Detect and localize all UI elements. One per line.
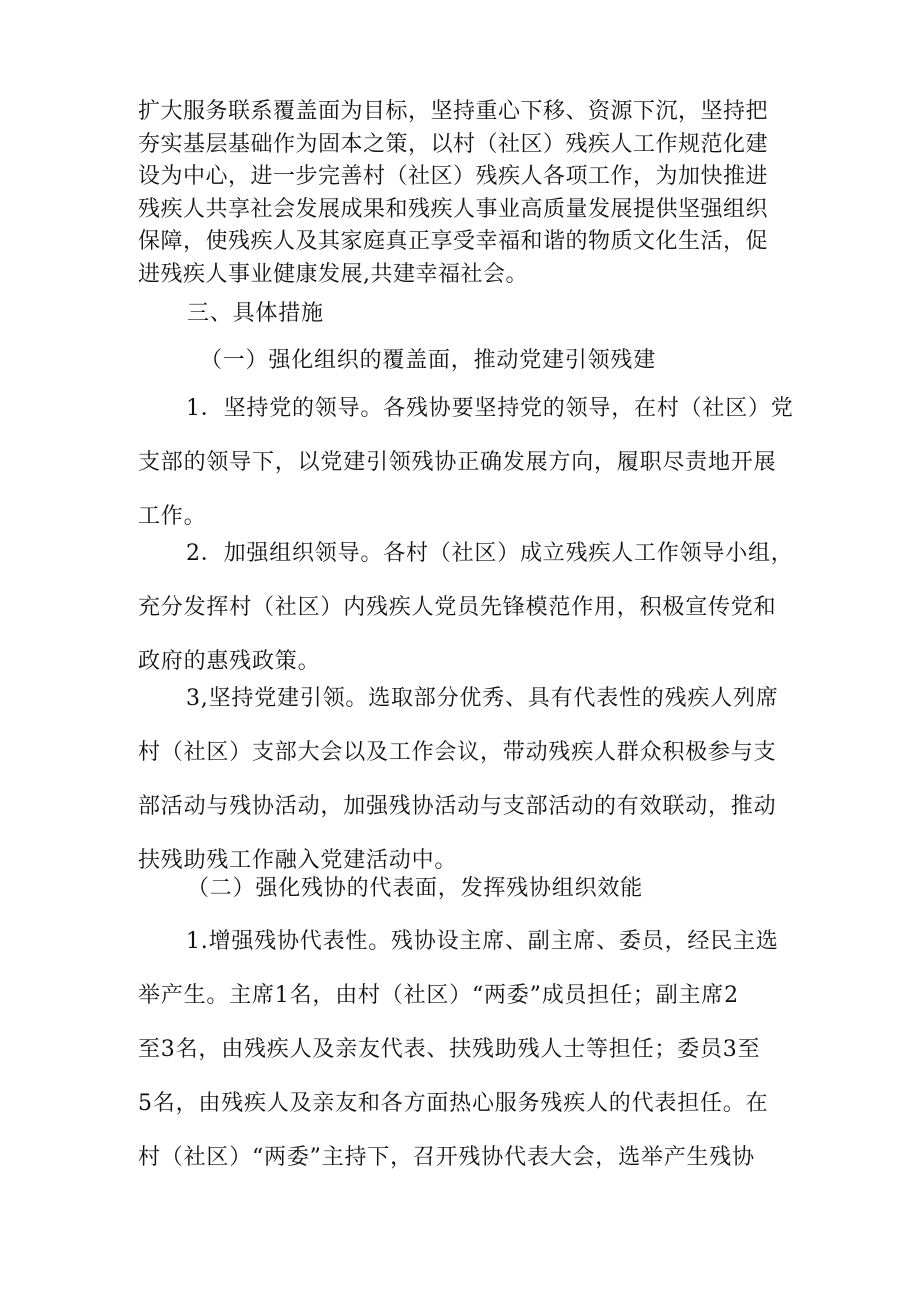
- paragraph-line: 5名，由残疾人及亲友和各方面热心服务残疾人的代表担任。在: [138, 1091, 769, 1116]
- intro-line: 夯实基层基础作为固本之策，以村（社区）残疾人工作规范化建: [138, 131, 769, 157]
- subsection-heading-2: [187, 862, 837, 916]
- paragraph-line: 工作。: [138, 504, 207, 529]
- subsection-heading-1: [200, 334, 850, 388]
- paragraph-line: 1．坚持党的领导。各残协要坚持党的领导，在村（社区）党: [186, 396, 794, 421]
- paragraph-line: 1.增强残协代表性。残协设主席、副主席、委员，经民主选: [186, 929, 779, 954]
- paragraph-line: 政府的惠残政策。: [138, 649, 321, 674]
- paragraph-line: 至3名，由残疾人及亲友代表、扶残助残人士等担任；委员3至: [138, 1037, 761, 1062]
- item-paragraph-3: [138, 672, 788, 888]
- paragraph-line: 举产生。主席1名，由村（社区）“两委”成员担任；副主席2: [138, 983, 739, 1008]
- subsection-heading-text: （一）强化组织的覆盖面，推动党建引领残建: [200, 348, 657, 373]
- section-heading-text: 三、具体措施: [187, 301, 324, 326]
- item-paragraph-4: [138, 915, 788, 1185]
- subsection-heading-text: （二）强化残协的代表面，发挥残协组织效能: [187, 876, 644, 901]
- intro-line: 设为中心，进一步完善村（社区）残疾人各项工作，为加快推进: [138, 164, 769, 189]
- paragraph-line: 充分发挥村（社区）内残疾人党员先锋模范作用，积极宣传党和: [138, 595, 777, 620]
- item-paragraph-1: [138, 382, 794, 544]
- intro-paragraph: [138, 96, 788, 291]
- intro-line: 残疾人共享社会发展成果和残疾人事业高质量发展提供坚强组织: [138, 196, 769, 222]
- paragraph-line: 扶残助残工作融入党建活动中。: [138, 848, 458, 873]
- paragraph-line: 村（社区）“两委”主持下，召开残协代表大会，选举产生残协: [138, 1145, 755, 1170]
- paragraph-line: 3,坚持党建引领。选取部分优秀、具有代表性的残疾人列席: [186, 686, 779, 711]
- paragraph-line: 村（社区）支部大会以及工作会议，带动残疾人群众积极参与支: [138, 740, 777, 765]
- paragraph-line: 2．加强组织领导。各村（社区）成立残疾人工作领导小组，: [186, 541, 794, 566]
- intro-line: 扩大服务联系覆盖面为目标，坚持重心下移、资源下沉，坚持把: [138, 99, 769, 124]
- intro-line: 进残疾人事业健康发展,共建幸福社会。: [138, 261, 528, 287]
- paragraph-line: 支部的领导下，以党建引领残协正确发展方向，履职尽责地开展: [138, 450, 777, 475]
- intro-line: 保障，使残疾人及其家庭真正享受幸福和谐的物质文化生活，促: [138, 229, 769, 254]
- paragraph-line: 部活动与残协活动，加强残协活动与支部活动的有效联动，推动: [138, 794, 777, 819]
- section-heading: [187, 287, 837, 341]
- item-paragraph-2: [138, 527, 794, 689]
